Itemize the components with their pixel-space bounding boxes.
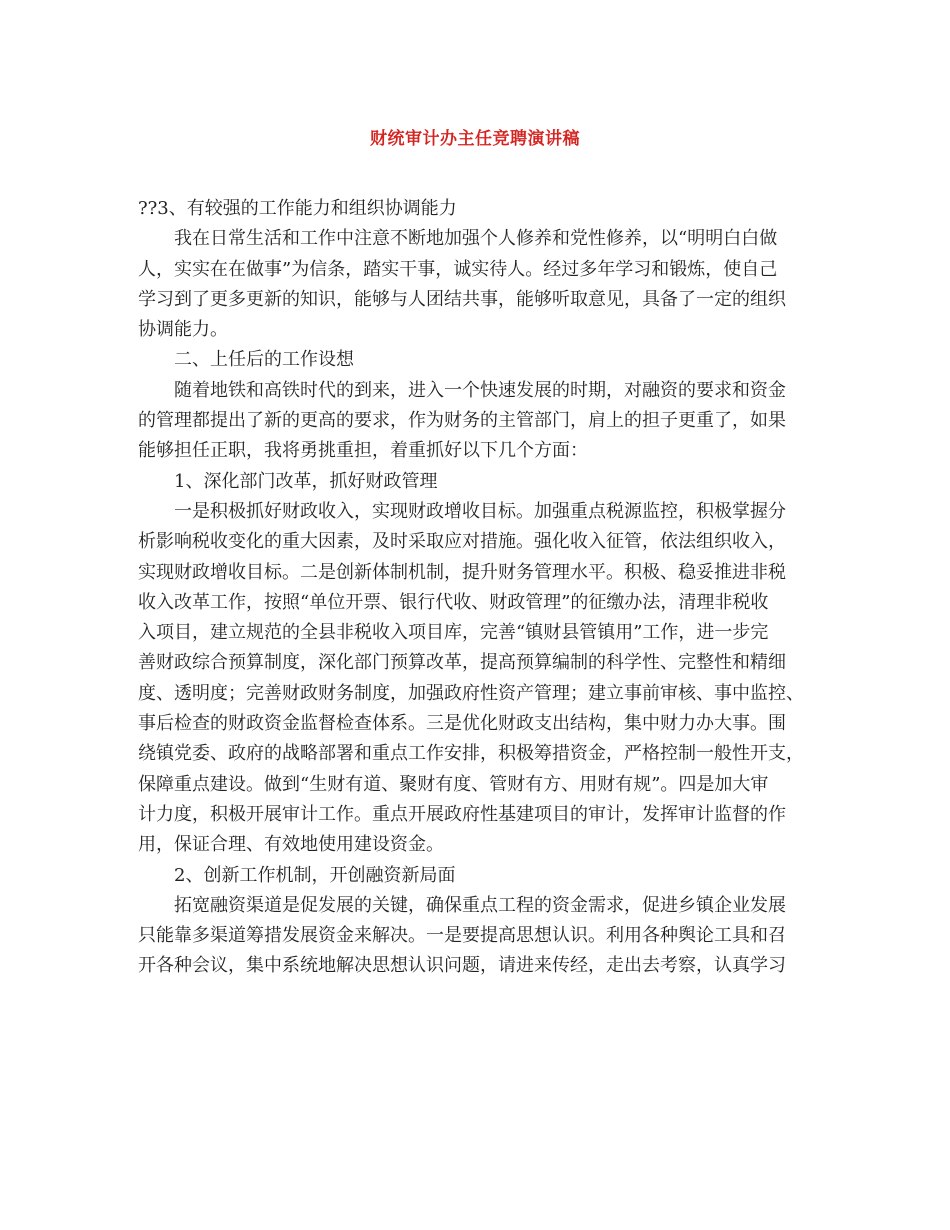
paragraph-line: ??3、有较强的工作能力和组织协调能力 [138, 198, 457, 219]
paragraph-line: 协调能力。 [138, 319, 228, 341]
paragraph-line: 只能靠多渠道筹措发展资金来解决。一是要提高思想认识。利用各种舆论工具和召 [138, 925, 786, 947]
paragraph-line: 善财政综合预算制度，深化部门预算改革，提高预算编制的科学性、完整性和精细 [138, 652, 786, 674]
paragraph-line: 绕镇党委、政府的战略部署和重点工作安排，积极筹措资金，严格控制一般性开支， [138, 743, 804, 765]
paragraph-line: 二、上任后的工作设想 [174, 349, 354, 371]
document-body [138, 194, 828, 982]
paragraph-line: 1、深化部门改革，抓好财政管理 [174, 470, 438, 492]
paragraph-line: 拓宽融资渠道是促发展的关键，确保重点工程的资金需求，促进乡镇企业发展 [174, 894, 786, 916]
paragraph-line: 一是积极抓好财政收入，实现财政增收目标。加强重点税源监控，积极掌握分 [174, 500, 786, 522]
paragraph-line: 保障重点建设。做到“生财有道、聚财有度、管财有方、用财有规”。四是加大审 [138, 773, 769, 795]
paragraph-line: 开各种会议，集中系统地解决思想认识问题，请进来传经，走出去考察，认真学习 [138, 955, 786, 977]
paragraph-line: 实现财政增收目标。二是创新体制机制，提升财务管理水平。积极、稳妥推进非税 [138, 561, 786, 583]
paragraph-line: 我在日常生活和工作中注意不断地加强个人修养和党性修养，以“明明白白做 [174, 228, 778, 250]
paragraph-line: 能够担任正职，我将勇挑重担，着重抓好以下几个方面： [138, 440, 588, 462]
document-title: 财统审计办主任竞聘演讲稿 [370, 129, 580, 149]
paragraph-line: 的管理都提出了新的更高的要求，作为财务的主管部门，肩上的担子更重了，如果 [138, 410, 786, 432]
paragraph-line: 度、透明度；完善财政财务制度，加强政府性资产管理；建立事前审核、事中监控、 [138, 682, 804, 704]
paragraph-line: 2、创新工作机制，开创融资新局面 [174, 864, 456, 886]
paragraph-line: 入项目，建立规范的全县非税收入项目库，完善“镇财县管镇用”工作，进一步完 [138, 622, 769, 644]
paragraph-line: 随着地铁和高铁时代的到来，进入一个快速发展的时期，对融资的要求和资金 [174, 379, 786, 401]
paragraph-line: 析影响税收变化的重大因素，及时采取应对措施。强化收入征管，依法组织收入， [138, 531, 786, 553]
paragraph-line: 收入改革工作，按照“单位开票、银行代收、财政管理”的征缴办法，清理非税收 [138, 591, 769, 613]
paragraph-line: 人，实实在在做事”为信条，踏实干事，诚实待人。经过多年学习和锻炼，使自己 [138, 258, 778, 280]
paragraph-line: 事后检查的财政资金监督检查体系。三是优化财政支出结构，集中财力办大事。围 [138, 713, 786, 735]
paragraph-line: 计力度，积极开展审计工作。重点开展政府性基建项目的审计，发挥审计监督的作 [138, 803, 786, 825]
paragraph-line: 用，保证合理、有效地使用建设资金。 [138, 834, 444, 856]
paragraph-line: 学习到了更多更新的知识，能够与人团结共事，能够听取意见，具备了一定的组织 [138, 288, 786, 310]
